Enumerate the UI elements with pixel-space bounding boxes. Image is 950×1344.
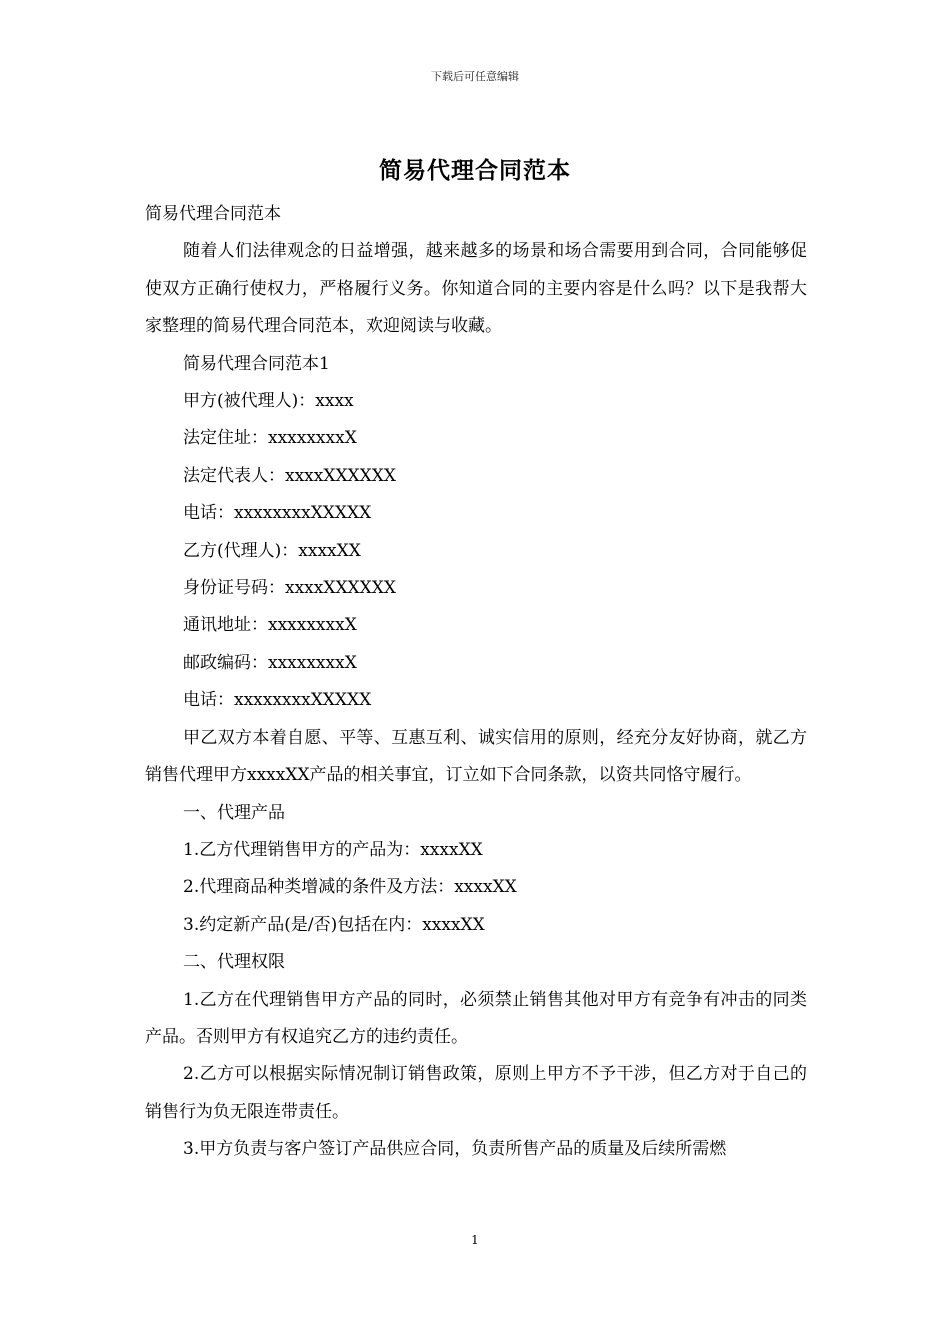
header-note: 下载后可任意编辑 <box>431 70 519 83</box>
paragraph: 乙方(代理人)：xxxxXX <box>183 540 361 561</box>
paragraph: 二、代理权限 <box>183 952 285 973</box>
paragraph: 2.乙方可以根据实际情况制订销售政策，原则上甲方不予干涉，但乙方对于自己的销售行为负无限连带责任。 <box>145 1064 807 1122</box>
paragraph: 身份证号码：xxxxXXXXXX <box>183 578 396 599</box>
paragraph: 3.约定新产品(是/否)包括在内：xxxxXX <box>183 914 485 935</box>
paragraph: 一、代理产品 <box>183 802 285 823</box>
paragraph: 甲方(被代理人)：xxxx <box>183 391 354 412</box>
paragraph: 通讯地址：xxxxxxxxX <box>183 615 357 636</box>
paragraph: 邮政编码：xxxxxxxxX <box>183 652 357 673</box>
document-body <box>145 196 807 1169</box>
paragraph: 法定住址：xxxxxxxxX <box>183 428 357 449</box>
paragraph: 简易代理合同范本1 <box>183 353 330 374</box>
paragraph: 甲乙双方本着自愿、平等、互惠互利、诚实信用的原则，经充分友好协商，就乙方销售代理甲方xxxxXX产品的相关事宜，订立如下合同条款，以资共同恪守履行。 <box>145 727 807 786</box>
paragraph: 随着人们法律观念的日益增强，越来越多的场景和场合需要用到合同，合同能够促使双方正确行使权力，严格履行义务。你知道合同的主要内容是什么吗？以下是我帮大家整理的简易代理合同范本，欢迎阅读与收藏。 <box>145 241 807 337</box>
paragraph: 法定代表人：xxxxXXXXXX <box>183 465 396 486</box>
page-number: 1 <box>471 1233 479 1247</box>
paragraph: 1.乙方代理销售甲方的产品为：xxxxXX <box>183 839 483 860</box>
paragraph: 2.代理商品种类增减的条件及方法：xxxxXX <box>183 877 517 898</box>
paragraph: 简易代理合同范本 <box>145 204 281 224</box>
paragraph: 电话：xxxxxxxxXXXXX <box>183 503 372 524</box>
paragraph: 3.甲方负责与客户签订产品供应合同，负责所售产品的质量及后续所需燃 <box>183 1139 727 1160</box>
paragraph: 电话：xxxxxxxxXXXXX <box>183 690 372 711</box>
paragraph: 1.乙方在代理销售甲方产品的同时，必须禁止销售其他对甲方有竞争有冲击的同类产品。否则甲方有权追究乙方的违约责任。 <box>145 989 807 1047</box>
document-title: 简易代理合同范本 <box>379 157 571 184</box>
